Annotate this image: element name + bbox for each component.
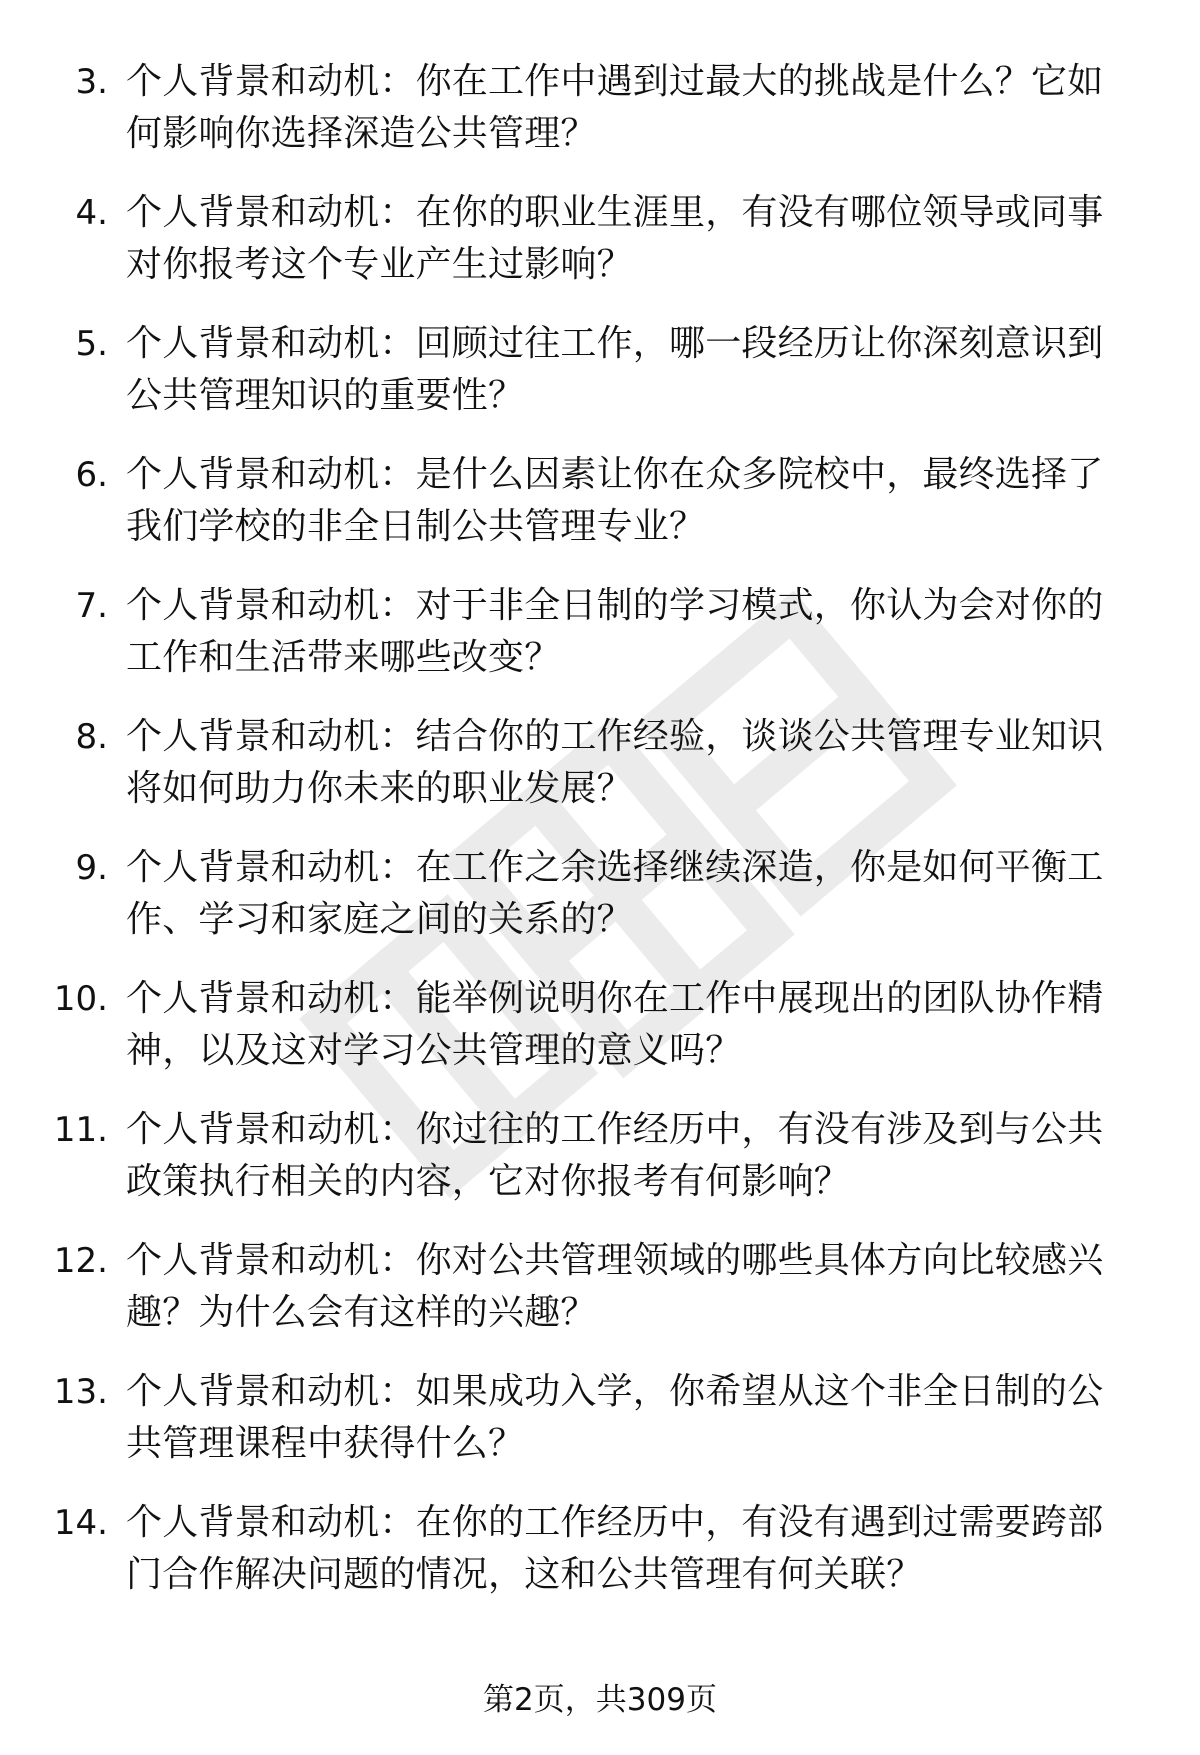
question-number: 12.	[53, 1241, 108, 1281]
question-text: 个人背景和动机：在你的工作经历中，有没有遇到过需要跨部门合作解决问题的情况，这和公共管理有何关联？	[126, 1502, 1104, 1595]
question-item	[40, 842, 1150, 973]
question-item	[40, 711, 1150, 842]
question-text: 个人背景和动机：你在工作中遇到过最大的挑战是什么？它如何影响你选择深造公共管理？	[126, 61, 1104, 154]
question-text: 个人背景和动机：在工作之余选择继续深造，你是如何平衡工作、学习和家庭之间的关系的？	[126, 847, 1104, 940]
question-text: 个人背景和动机：你过往的工作经历中，有没有涉及到与公共政策执行相关的内容，它对你报考有何影响？	[126, 1109, 1104, 1202]
question-item	[40, 1366, 1150, 1497]
question-number: 13.	[53, 1372, 108, 1412]
question-item	[40, 1104, 1150, 1235]
question-list	[40, 56, 1150, 1628]
question-number: 4.	[75, 193, 108, 233]
question-item	[40, 1235, 1150, 1366]
question-item	[40, 580, 1150, 711]
question-text: 个人背景和动机：你对公共管理领域的哪些具体方向比较感兴趣？为什么会有这样的兴趣？	[126, 1240, 1104, 1333]
question-item	[40, 449, 1150, 580]
question-number: 6.	[75, 455, 108, 495]
question-item	[40, 318, 1150, 449]
question-text: 个人背景和动机：能举例说明你在工作中展现出的团队协作精神，以及这对学习公共管理的意义吗？	[126, 978, 1104, 1071]
question-text: 个人背景和动机：如果成功入学，你希望从这个非全日制的公共管理课程中获得什么？	[126, 1371, 1104, 1464]
question-text: 个人背景和动机：对于非全日制的学习模式，你认为会对你的工作和生活带来哪些改变？	[126, 585, 1104, 678]
question-number: 5.	[75, 324, 108, 364]
question-number: 14.	[53, 1503, 108, 1543]
question-item	[40, 1497, 1150, 1628]
question-item	[40, 56, 1150, 187]
question-text: 个人背景和动机：是什么因素让你在众多院校中，最终选择了我们学校的非全日制公共管理专业？	[126, 454, 1104, 547]
question-item	[40, 973, 1150, 1104]
question-number: 9.	[75, 848, 108, 888]
question-number: 11.	[53, 1110, 108, 1150]
question-text: 个人背景和动机：回顾过往工作，哪一段经历让你深刻意识到公共管理知识的重要性？	[126, 323, 1104, 416]
question-number: 8.	[75, 717, 108, 757]
question-text: 个人背景和动机：结合你的工作经验，谈谈公共管理专业知识将如何助力你未来的职业发展？	[126, 716, 1104, 809]
question-number: 10.	[53, 979, 108, 1019]
question-number: 7.	[75, 586, 108, 626]
page-footer: 第2页，共309页	[483, 1682, 717, 1718]
question-item	[40, 187, 1150, 318]
question-number: 3.	[75, 62, 108, 102]
question-text: 个人背景和动机：在你的职业生涯里，有没有哪位领导或同事对你报考这个专业产生过影响？	[126, 192, 1104, 285]
